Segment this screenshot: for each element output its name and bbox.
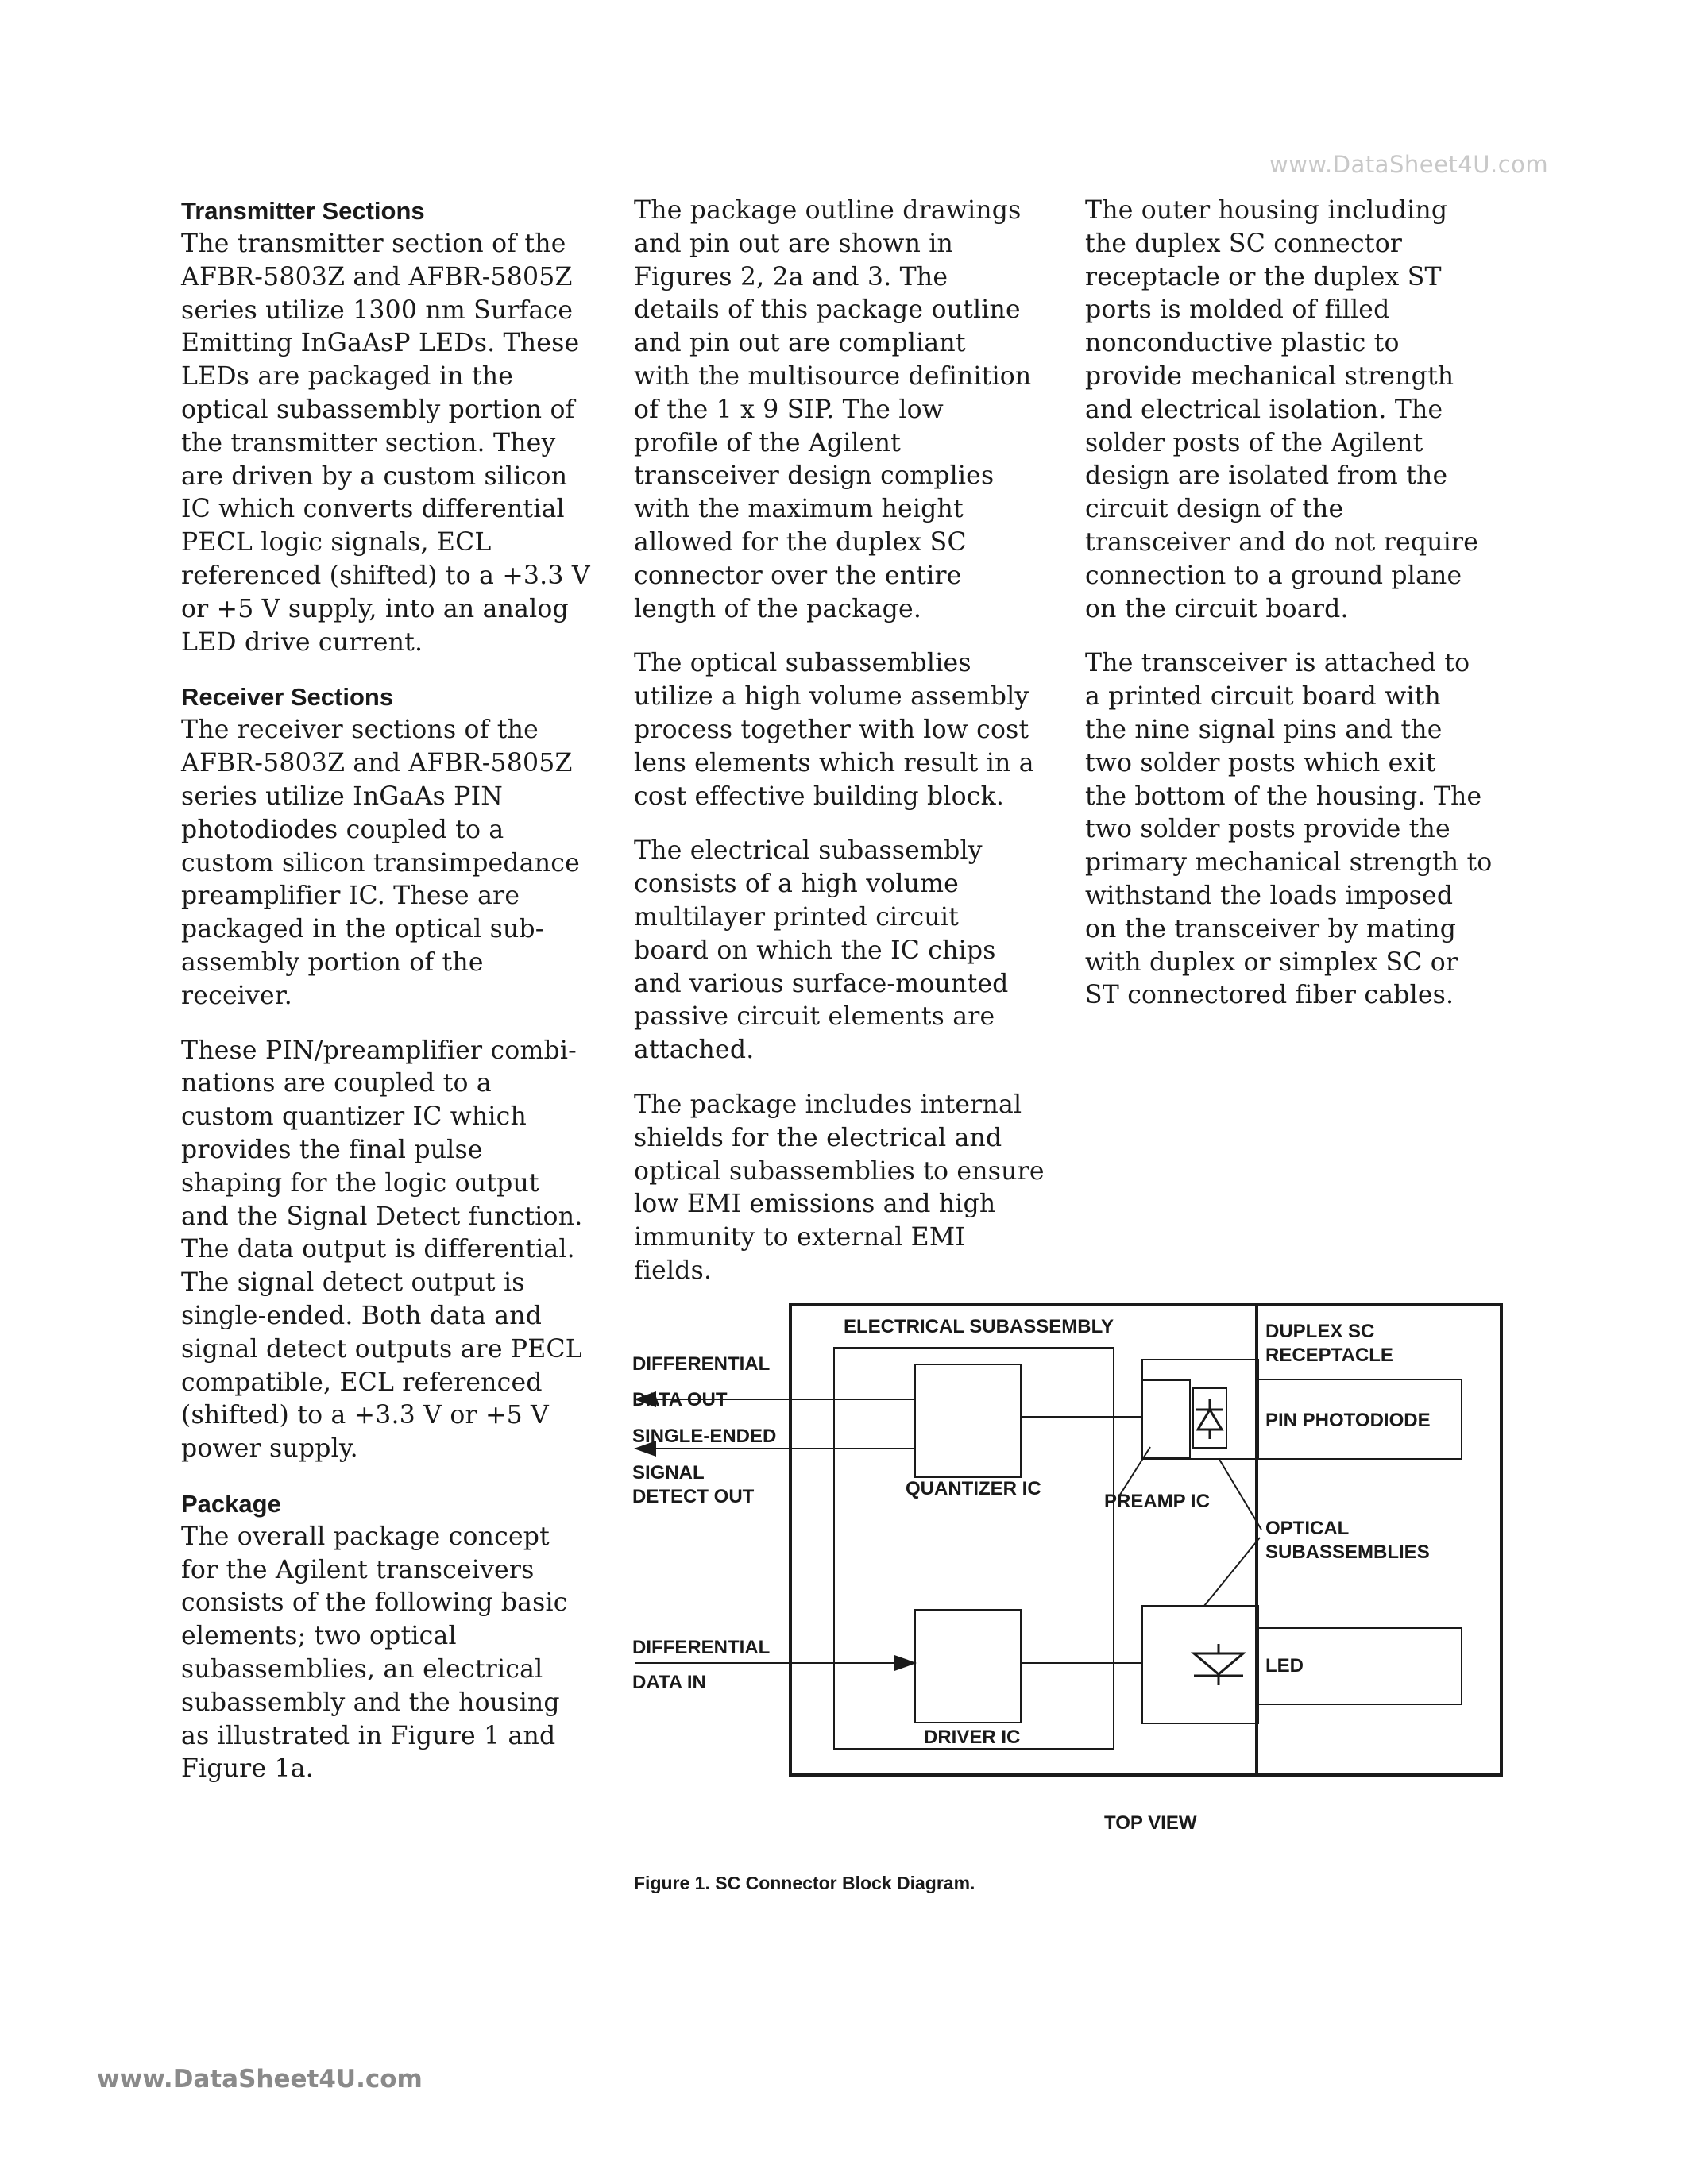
watermark-top: www.DataSheet4U.com [1269, 151, 1549, 178]
optical-subassemblies-label-1: OPTICAL [1265, 1518, 1350, 1539]
driver-ic-label: DRIVER IC [924, 1727, 1021, 1748]
column-2 [634, 195, 1063, 1310]
receiver-osa-outer [1142, 1360, 1258, 1459]
transmitter-sections-heading: Transmitter Sections [181, 197, 425, 225]
housing-outline [790, 1305, 1501, 1775]
package-heading: Package [181, 1489, 281, 1518]
differential-data-in-label-1: DIFFERENTIAL [632, 1637, 771, 1658]
preamp-ic-label: PREAMP IC [1104, 1491, 1210, 1512]
watermark-bottom: www.DataSheet4U.com [97, 2065, 423, 2093]
differential-data-in-label-2: DATA IN [632, 1672, 706, 1693]
transceiver-attach-text: The transceiver is attached to a printed circuit board with the nine signal pins and the two solder posts which exit the bottom of the housing. The two solder posts provide the primary mechanical strength to withstand the loads imposed on the transceiver by mating with duplex or simplex SC or ST connectored fiber cables. [1085, 649, 1493, 1010]
photodiode-box [1193, 1388, 1226, 1448]
differential-data-out-label-2: DATA OUT [632, 1389, 728, 1410]
column-1 [181, 195, 610, 1808]
pin-photodiode-label: PIN PHOTODIODE [1265, 1410, 1431, 1431]
package-text: The overall package concept for the Agilent transceivers consists of the following basic elements; two optical subassemblies, an electrical subassembly and the housing as illustrated in Figure 1 and Figure 1a. [181, 1522, 568, 1784]
outer-housing-text: The outer housing including the duplex SC connector receptacle or the duplex ST ports is molded of filled nonconductive plastic to provide mechanical strength and electrical isolation. The solder posts of the Agilent design are isolated from the circuit design of the transceiver and do not require connection to a ground plane on the circuit board. [1085, 196, 1479, 623]
column-3 [1085, 195, 1530, 1034]
single-ended-label-3: DETECT OUT [632, 1486, 755, 1507]
differential-data-out-label-1: DIFFERENTIAL [632, 1353, 771, 1375]
optical-leader-top [1219, 1458, 1261, 1530]
transmitter-sections-text: The transmitter section of the AFBR-5803Z and AFBR-5805Z series utilize 1300 nm Surface Emitting InGaAsP LEDs. These LEDs are packaged in the optical subassembly portion of the transmitter section. They are driven by a custom silicon IC which converts differential PECL logic signals, ECL referenced (shifted) to a +3.3 V or +5 V supply, into an analog LED drive current. [181, 230, 590, 657]
single-ended-label-1: SINGLE-ENDED [632, 1426, 777, 1447]
top-view-label: TOP VIEW [1104, 1812, 1197, 1834]
receiver-sections-heading: Receiver Sections [181, 683, 394, 712]
single-ended-label-2: SIGNAL [632, 1462, 705, 1484]
quantizer-ic-box [915, 1364, 1021, 1477]
led-label: LED [1265, 1655, 1304, 1677]
receptacle-label: RECEPTACLE [1265, 1345, 1393, 1366]
pin-preamplifier-text: These PIN/preamplifier combi- nations are coupled to a custom quantizer IC which provides the final pulse shaping for the logic output and the Signal Detect function. The data output is differential. The signal detect output is single-ended. Both data and signal detect outputs are PECL compatible, ECL referenced (shifted) to a +3.3 V or +5 V power supply. [181, 1036, 583, 1464]
receiver-sections-text: The receiver sections of the AFBR-5803Z and AFBR-5805Z series utilize InGaAs PIN photodiodes coupled to a custom silicon transimpedance preamplifier IC. These are packaged in the optical sub- assembly portion of the receiver. [181, 716, 580, 1010]
preamp-ic-box [1142, 1380, 1190, 1458]
electrical-subassembly-label: ELECTRICAL SUBASSEMBLY [844, 1316, 1114, 1337]
preamp-leader [1120, 1447, 1150, 1495]
photodiode-icon [1196, 1399, 1223, 1439]
figure-caption: Figure 1. SC Connector Block Diagram. [634, 1873, 975, 1893]
led-port-box [1257, 1628, 1462, 1704]
optical-subassemblies-label-2: SUBASSEMBLIES [1265, 1542, 1430, 1563]
internal-shields-text: The package includes internal shields for the electrical and optical subassemblies to ensure low EMI emissions and high immunity to external EMI fields. [634, 1090, 1045, 1285]
driver-ic-box [915, 1610, 1021, 1723]
electrical-subassembly-text: The electrical subassembly consists of a high volume multilayer printed circuit board on which the IC chips and various surface-mounted passive circuit elements are attached. [634, 836, 1009, 1065]
duplex-sc-label: DUPLEX SC [1265, 1321, 1375, 1342]
led-icon [1194, 1644, 1243, 1685]
transmitter-osa-outer [1142, 1606, 1258, 1723]
pin-port-box [1257, 1379, 1462, 1459]
electrical-subassembly-box [834, 1348, 1114, 1749]
optical-subassemblies-text: The optical subassemblies utilize a high volume assembly process together with low cost lens elements which result in a cost effective building block. [634, 649, 1034, 811]
optical-leader-bottom [1204, 1538, 1260, 1606]
quantizer-ic-label: QUANTIZER IC [906, 1478, 1041, 1499]
package-outline-text: The package outline drawings and pin out are shown in Figures 2, 2a and 3. The details of this package outline and pin out are compliant with the multisource definition of the 1 x 9 SIP. The low profile of the Agilent transceiver design complies with the maximum height allowed for the duplex SC connector over the entire length of the package. [634, 196, 1032, 623]
